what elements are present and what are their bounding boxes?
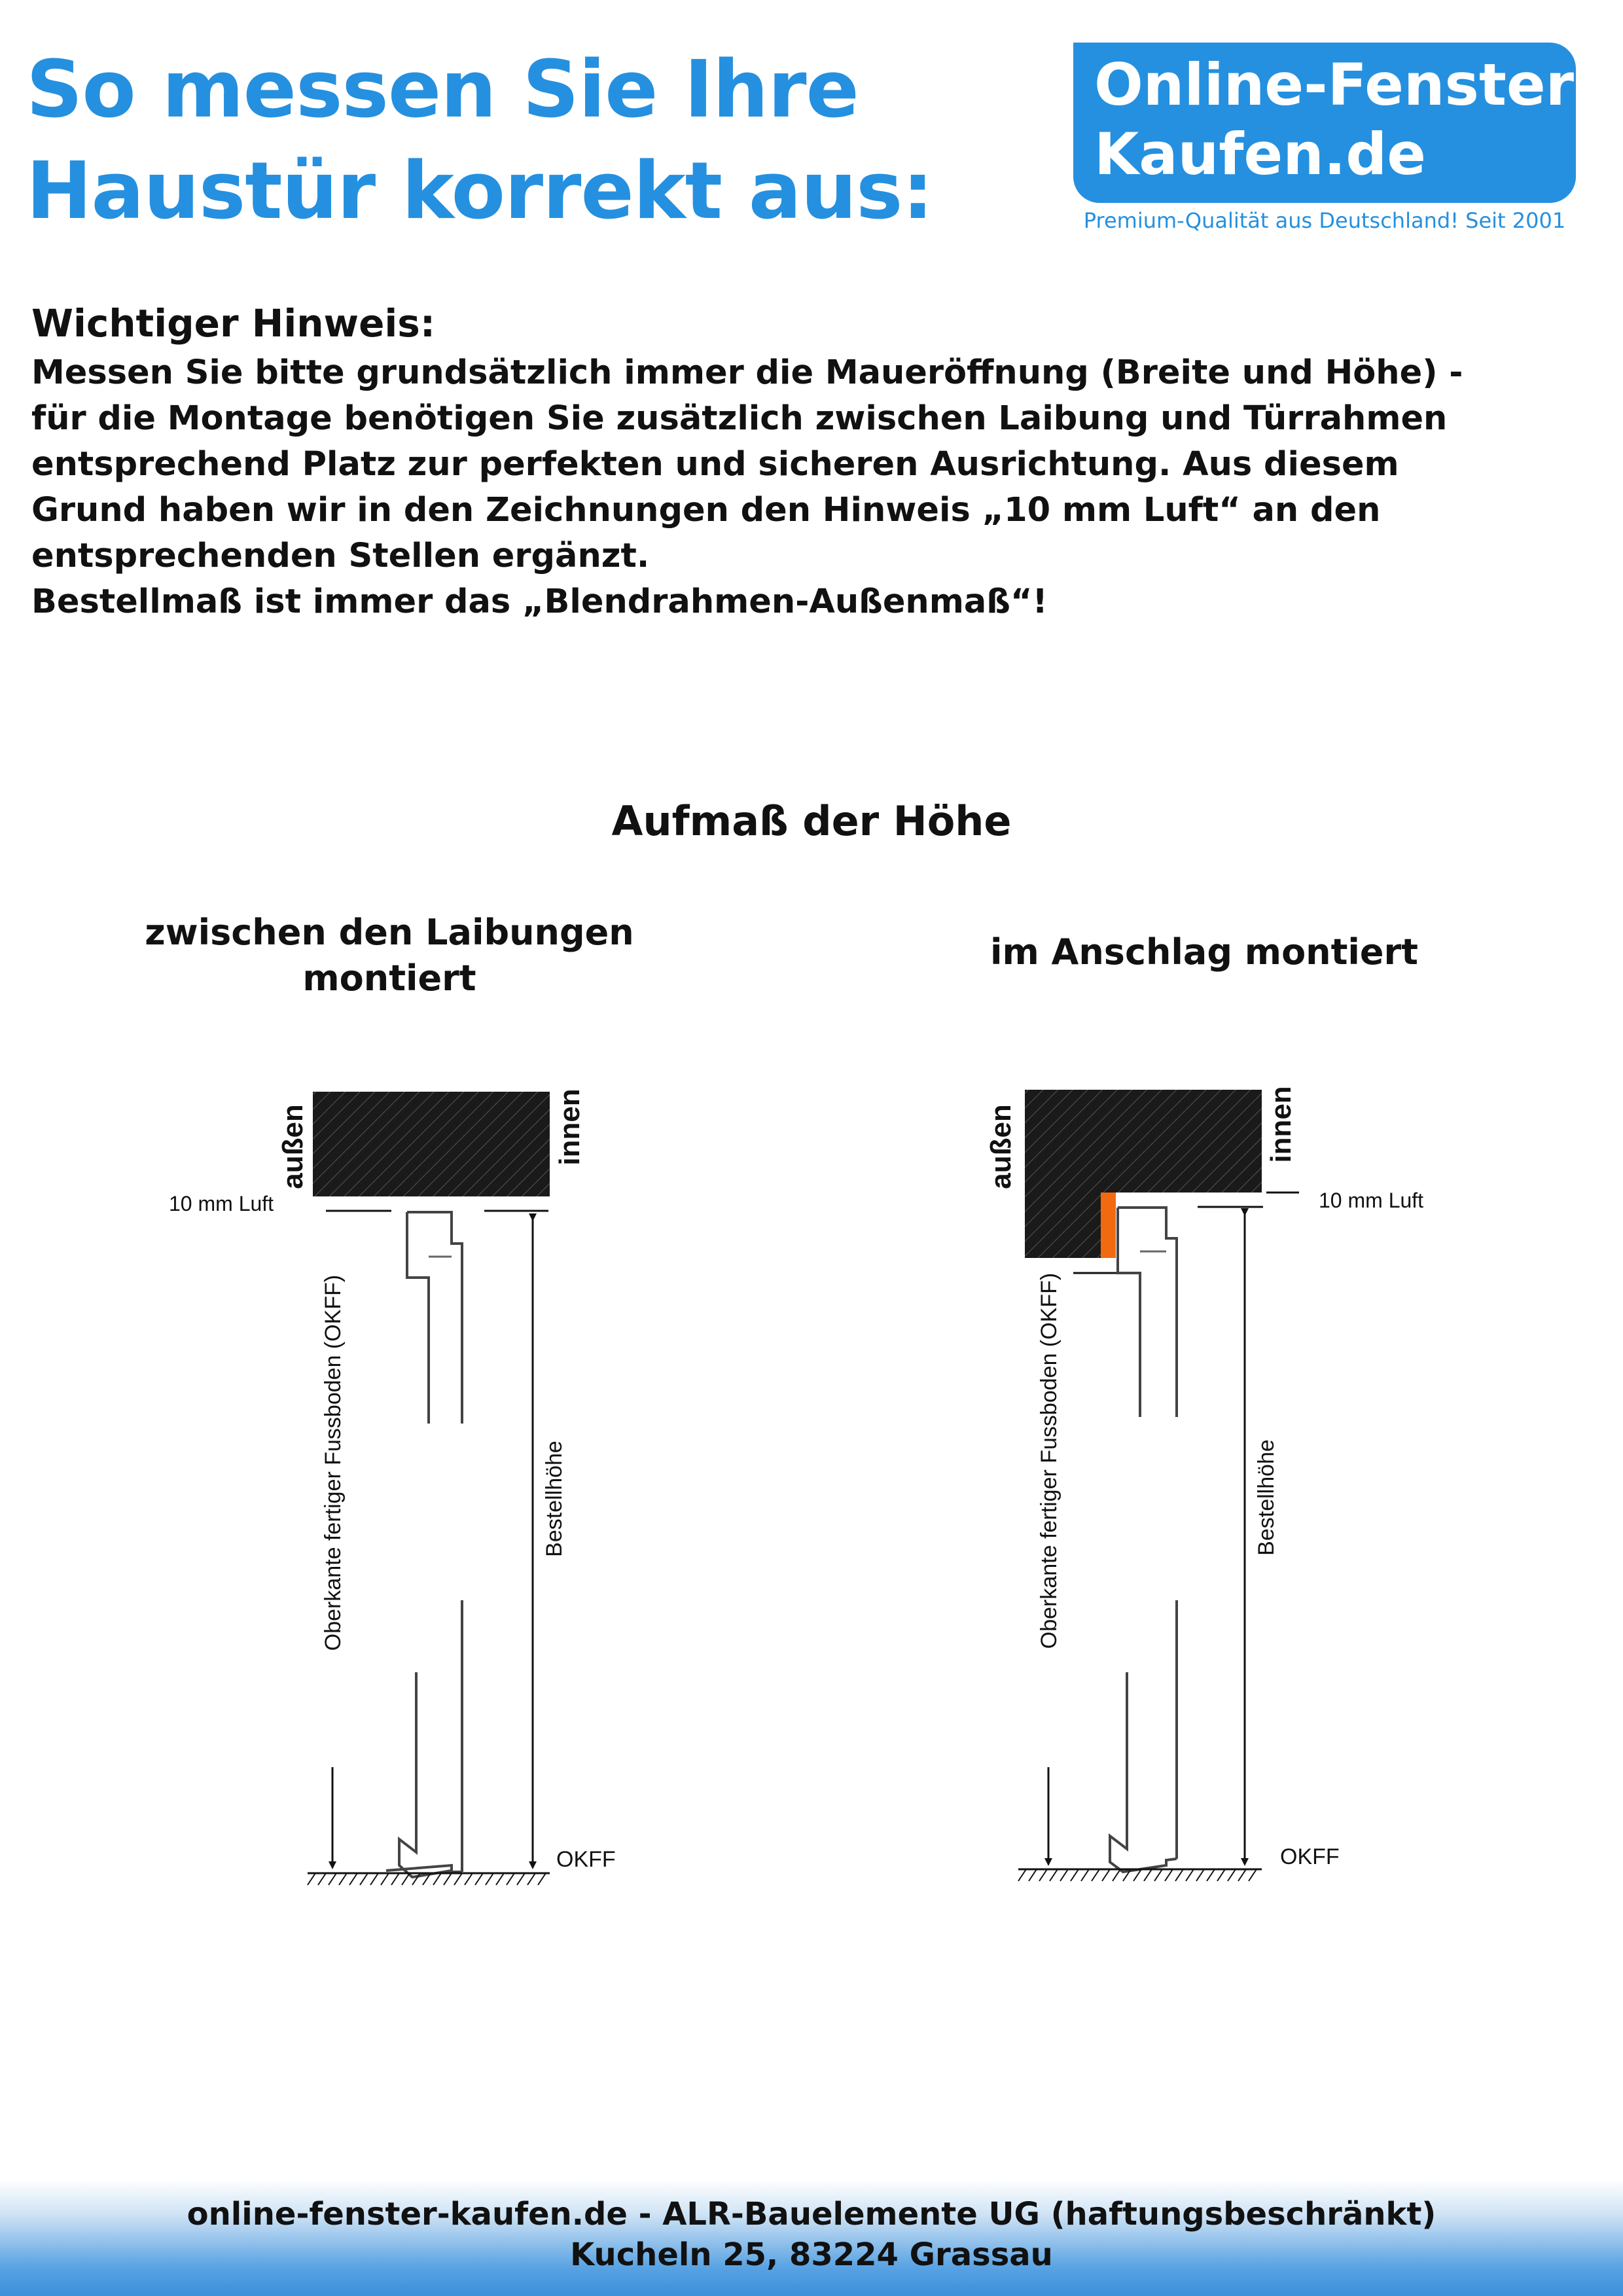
order-height-label: Bestellhöhe — [542, 1441, 567, 1557]
left-diagram-title — [65, 910, 713, 1001]
door-frame-head — [407, 1212, 462, 1424]
outside-label: außen — [985, 1104, 1017, 1189]
footer — [0, 2179, 1623, 2296]
left-diagram-title-line-1: zwischen den Laibungen — [145, 912, 634, 953]
notice-line: entsprechend Platz zur perfekten und sicheren Ausrichtung. Aus diesem — [31, 445, 1399, 484]
okff-vertical-label: Oberkante fertiger Fussboden (OKFF) — [321, 1274, 346, 1651]
right-measurement-diagram — [969, 1067, 1466, 1905]
okff-label: OKFF — [1280, 1844, 1340, 1869]
frame-sealing-strip — [1101, 1193, 1116, 1258]
lintel-wall — [313, 1092, 550, 1196]
notice-line: Messen Sie bitte grundsätzlich immer die Maueröffnung (Breite und Höhe) - — [31, 353, 1463, 392]
brand-logo — [1073, 43, 1576, 203]
brand-logo-line-2: Kaufen.de — [1094, 120, 1426, 188]
notice-line: entsprechenden Stellen ergänzt. — [31, 537, 650, 575]
page-title — [26, 39, 1047, 242]
brand-tagline: Premium-Qualität aus Deutschland! Seit 2001 — [1083, 208, 1566, 233]
left-diagram-title-line-2: montiert — [302, 958, 476, 999]
lintel-wall-stepped — [1025, 1090, 1262, 1258]
inside-label: innen — [1265, 1086, 1297, 1163]
door-frame-head — [1118, 1208, 1177, 1417]
footer-company: online-fenster-kaufen.de - ALR-Bauelemente UG (haftungsbeschränkt) — [187, 2196, 1436, 2233]
page-title-line-1: So messen Sie Ihre — [26, 45, 859, 135]
left-measurement-diagram — [131, 1067, 668, 1905]
inside-label: innen — [554, 1088, 586, 1166]
okff-vertical-label: Oberkante fertiger Fussboden (OKFF) — [1037, 1272, 1061, 1649]
door-frame-bottom — [399, 1600, 462, 1877]
section-title: Aufmaß der Höhe — [611, 797, 1012, 845]
notice-line: Bestellmaß ist immer das „Blendrahmen-Außenmaß“! — [31, 583, 1048, 621]
threshold — [386, 1865, 462, 1872]
outside-label: außen — [277, 1104, 309, 1189]
floor-hatch — [1018, 1869, 1257, 1881]
notice-line: für die Montage benötigen Sie zusätzlich zwischen Laibung und Türrahmen — [31, 399, 1448, 438]
okff-label: OKFF — [556, 1847, 616, 1872]
gap-label: 10 mm Luft — [1319, 1189, 1424, 1212]
gap-label: 10 mm Luft — [169, 1192, 274, 1215]
footer-address: Kucheln 25, 83224 Grassau — [570, 2236, 1053, 2273]
order-height-label: Bestellhöhe — [1254, 1439, 1279, 1556]
brand-logo-line-1: Online-Fenster — [1094, 51, 1575, 118]
door-frame-bottom — [1110, 1600, 1177, 1872]
notice-body — [31, 350, 1550, 625]
notice-heading: Wichtiger Hinweis: — [31, 301, 436, 346]
page-title-line-2: Haustür korrekt aus: — [26, 146, 933, 237]
right-diagram-title: im Anschlag montiert — [990, 931, 1418, 973]
notice-line: Grund haben wir in den Zeichnungen den Hinweis „10 mm Luft“ an den — [31, 491, 1381, 529]
